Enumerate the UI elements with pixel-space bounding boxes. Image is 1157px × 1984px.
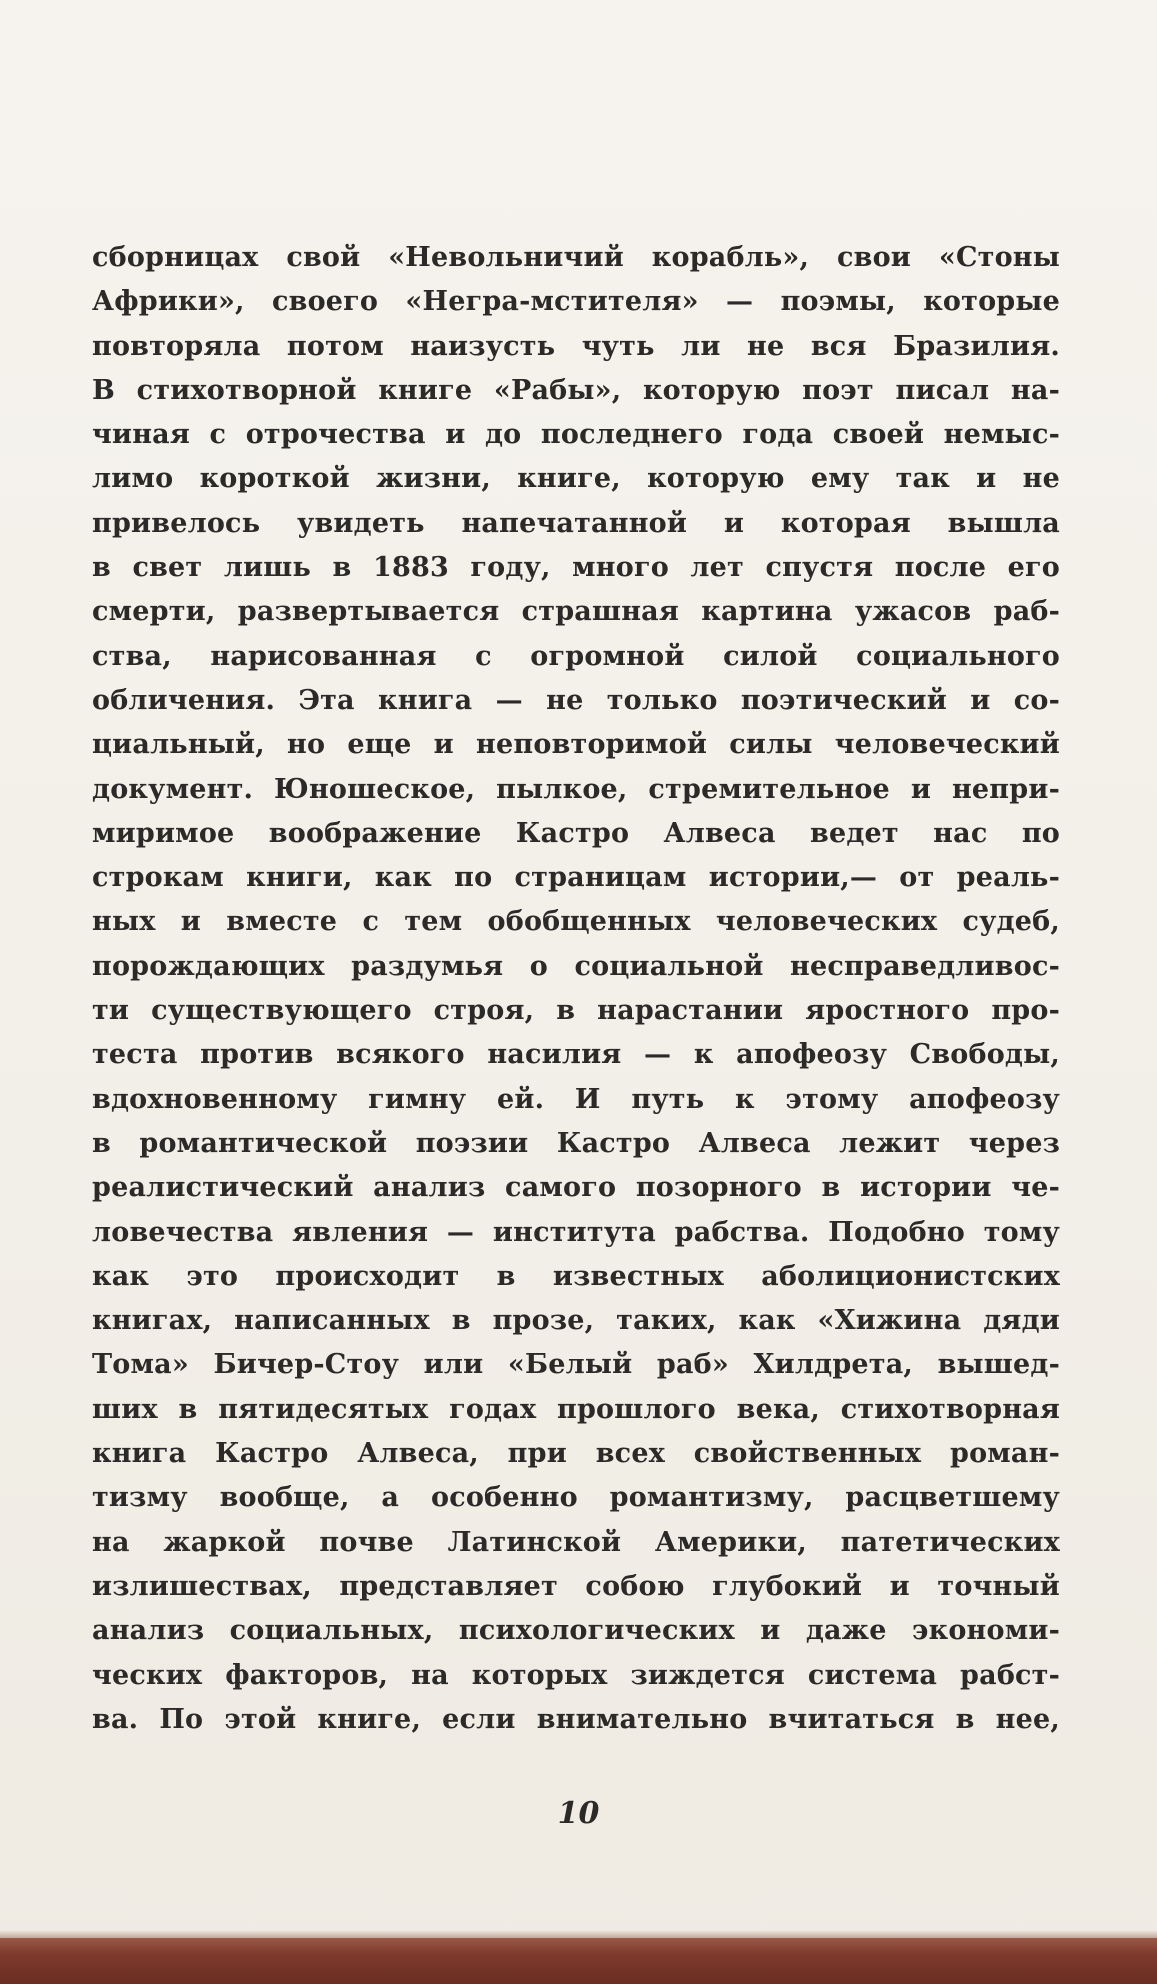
text-line: в свет лишь в 1883 году, много лет спустя после его [92, 552, 1060, 584]
text-line: привелось увидеть напечатанной и которая вышла [92, 507, 1060, 539]
text-line: повторяла потом наизусть чуть ли не вся Бразилия. [92, 330, 1060, 362]
text-line: в романтической поэзии Кастро Алвеса лежит через [92, 1127, 1060, 1159]
text-line: ства, нарисованная с огромной силой социального [92, 640, 1060, 672]
text-line: обличения. Эта книга — не только поэтический и со- [92, 684, 1060, 716]
body-text [92, 236, 1060, 1742]
text-line: книга Кастро Алвеса, при всех свойственных роман- [92, 1438, 1060, 1470]
text-line: сборницах свой «Невольничий корабль», свои «Стоны [92, 242, 1060, 273]
text-line: ных и вместе с тем обобщенных человеческих судеб, [92, 906, 1060, 938]
text-line: теста против всякого насилия — к апофеозу Свободы, [92, 1039, 1060, 1071]
text-line: миримое воображение Кастро Алвеса ведет нас по [92, 817, 1060, 849]
text-line: лимо короткой жизни, книге, которую ему так и не [92, 463, 1060, 495]
text-line: анализ социальных, психологических и даже экономи- [92, 1615, 1060, 1647]
text-line: порождающих раздумья о социальной несправедливос- [92, 950, 1060, 982]
page-number: 10 [557, 1796, 600, 1831]
text-line: Тома» Бичер-Стоу или «Белый раб» Хилдрета, вышед- [92, 1349, 1060, 1381]
text-line: на жаркой почве Латинской Америки, патетических [92, 1526, 1060, 1558]
text-line: чиная с отрочества и до последнего года своей немыс- [92, 419, 1060, 451]
text-line: циальный, но еще и неповторимой силы человеческий [92, 729, 1060, 761]
text-line: тизму вообще, а особенно романтизму, расцветшему [92, 1482, 1060, 1514]
text-line: ших в пятидесятых годах прошлого века, стихотворная [92, 1393, 1060, 1425]
text-line: Африки», своего «Негра-мстителя» — поэмы, которые [92, 286, 1060, 318]
cover-edge-band [0, 1938, 1157, 1984]
text-line: излишествах, представляет собою глубокий и точный [92, 1570, 1060, 1602]
text-line: реалистический анализ самого позорного в истории че- [92, 1172, 1060, 1204]
text-line: ти существующего строя, в нарастании яростного про- [92, 995, 1060, 1027]
text-line: книгах, написанных в прозе, таких, как «Хижина дяди [92, 1305, 1060, 1337]
text-line: ва. По этой книге, если внимательно вчитаться в нее, [92, 1703, 1060, 1735]
text-line: ловечества явления — института рабства. Подобно тому [92, 1216, 1060, 1248]
text-line: В стихотворной книге «Рабы», которую поэт писал на- [92, 374, 1060, 406]
text-line: ческих факторов, на которых зиждется система рабст- [92, 1659, 1060, 1691]
text-line: вдохновенному гимну ей. И путь к этому апофеозу [92, 1083, 1060, 1115]
text-line: как это происходит в известных аболиционистских [92, 1260, 1060, 1292]
text-line: смерти, развертывается страшная картина ужасов раб- [92, 596, 1060, 628]
text-line: строкам книги, как по страницам истории,— от реаль- [92, 862, 1060, 894]
text-line: документ. Юношеское, пылкое, стремительное и непри- [92, 773, 1060, 805]
